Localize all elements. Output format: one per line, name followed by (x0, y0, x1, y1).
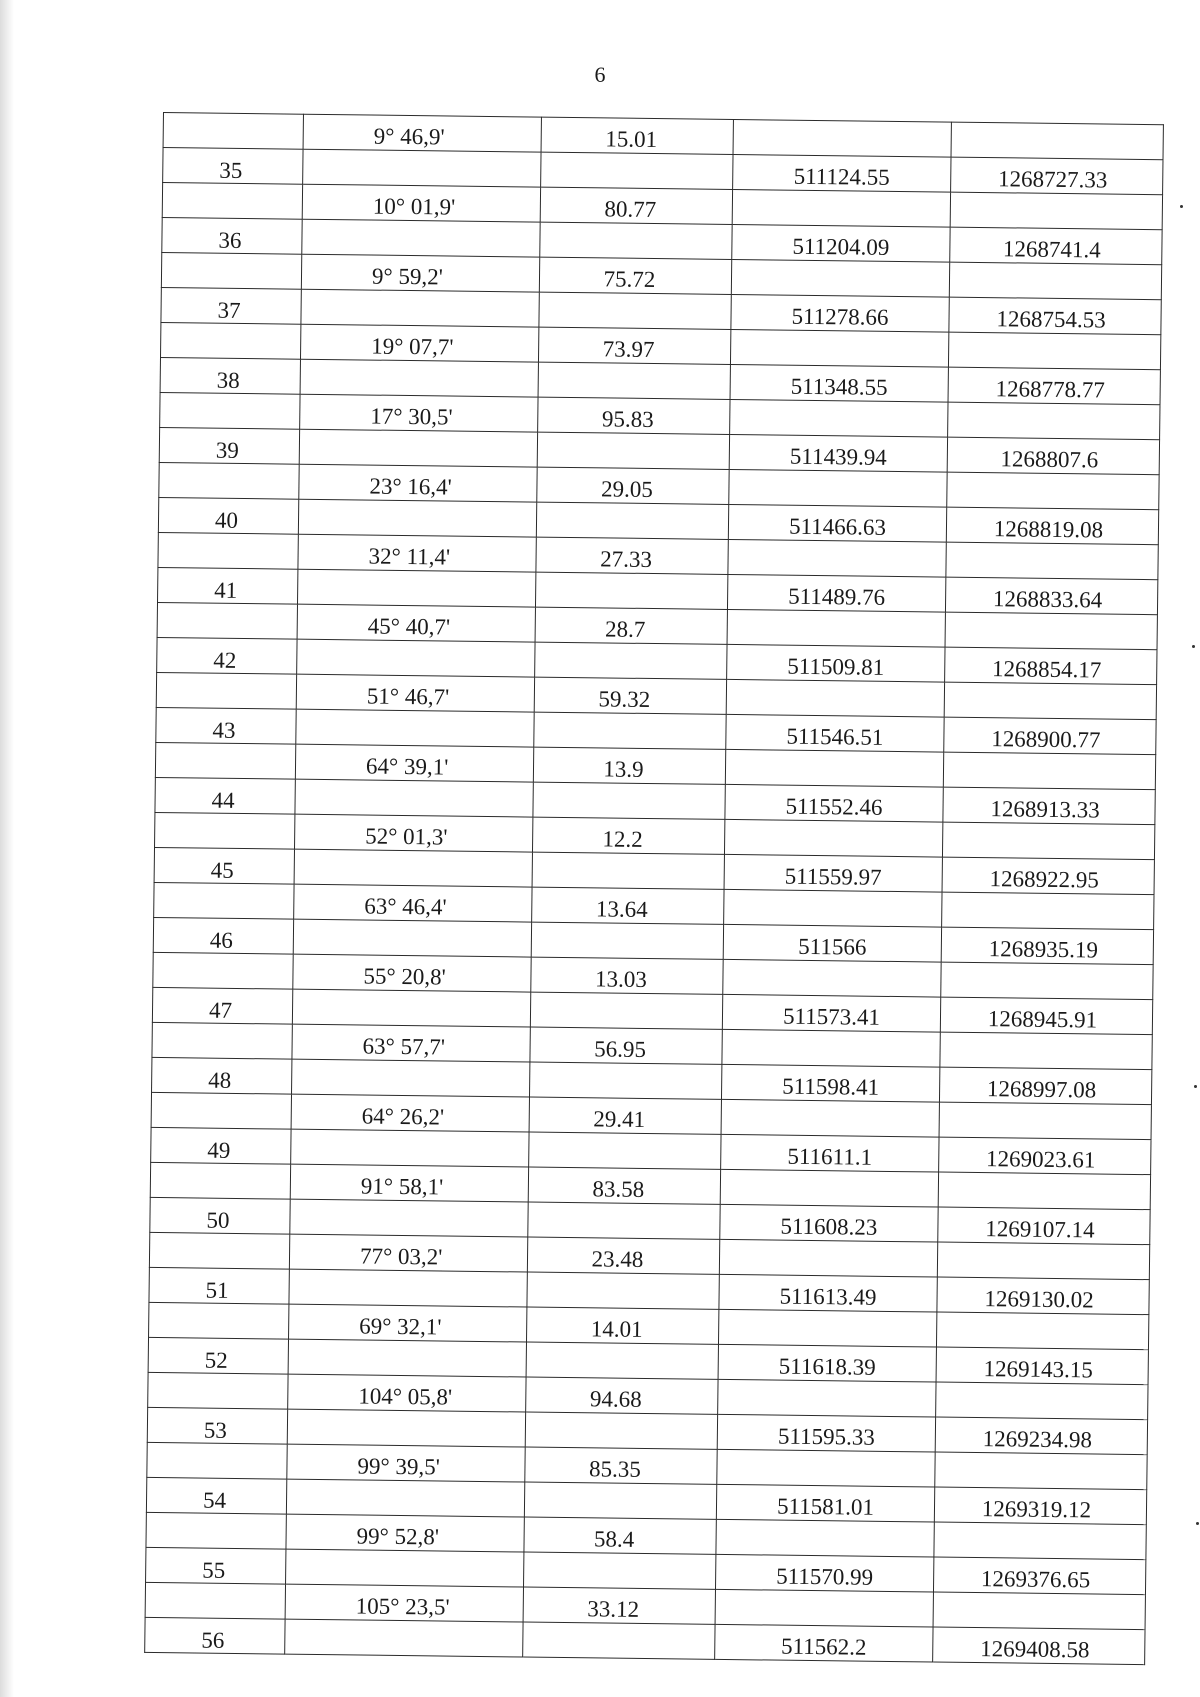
coordinate-x-cell (731, 259, 949, 297)
direction-angle-cell (297, 569, 535, 607)
coordinate-y-cell (935, 1452, 1147, 1490)
coordinate-x-cell (726, 679, 944, 717)
point-number-cell (149, 1232, 289, 1269)
coordinate-x-cell: 511613.49 (719, 1274, 937, 1312)
direction-angle-cell (297, 639, 535, 677)
coordinates-table-body (145, 113, 1164, 1665)
distance-cell (526, 1342, 718, 1379)
direction-angle-cell: 104° 05,8' (288, 1374, 526, 1412)
distance-cell (541, 152, 733, 189)
coordinate-x-cell: 511559.97 (724, 854, 942, 892)
coordinate-y-cell: 1268997.08 (939, 1067, 1151, 1105)
coordinate-y-cell (943, 752, 1155, 790)
distance-cell (527, 1272, 719, 1309)
point-number-cell: 37 (161, 287, 301, 324)
direction-angle-cell: 51° 46,7' (296, 674, 534, 712)
coordinate-x-cell (728, 539, 946, 577)
direction-angle-cell (289, 1269, 527, 1307)
distance-cell (539, 292, 731, 329)
point-number-cell (157, 602, 297, 639)
point-number-cell (150, 1162, 290, 1199)
direction-angle-cell: 10° 01,9' (302, 184, 540, 222)
distance-cell: 13.03 (531, 957, 723, 994)
direction-angle-cell: 64° 26,2' (291, 1094, 529, 1132)
coordinate-y-cell (947, 472, 1159, 510)
point-number-cell: 45 (154, 847, 294, 884)
distance-cell (540, 222, 732, 259)
point-number-cell: 41 (158, 567, 298, 604)
direction-angle-cell (292, 1059, 530, 1097)
coordinate-x-cell (725, 749, 943, 787)
direction-angle-cell: 9° 46,9' (303, 114, 541, 152)
direction-angle-cell: 77° 03,2' (289, 1234, 527, 1272)
coordinate-y-cell: 1269319.12 (934, 1487, 1146, 1525)
direction-angle-cell: 63° 57,7' (292, 1024, 530, 1062)
direction-angle-cell (298, 499, 536, 537)
direction-angle-cell (299, 429, 537, 467)
coordinate-y-cell (942, 892, 1154, 930)
point-number-cell (146, 1512, 286, 1549)
point-number-cell (149, 1302, 289, 1339)
distance-cell: 59.32 (534, 677, 726, 714)
distance-cell (529, 1132, 721, 1169)
distance-cell (528, 1202, 720, 1239)
direction-angle-cell: 105° 23,5' (285, 1584, 523, 1622)
distance-cell: 75.72 (539, 257, 731, 294)
scan-speck (1196, 1522, 1199, 1525)
distance-cell: 83.58 (528, 1167, 720, 1204)
point-number-cell: 36 (162, 217, 302, 254)
point-number-cell (160, 392, 300, 429)
distance-cell: 14.01 (526, 1307, 718, 1344)
direction-angle-cell: 69° 32,1' (289, 1304, 527, 1342)
direction-angle-cell (295, 779, 533, 817)
point-number-cell (158, 532, 298, 569)
coordinate-y-cell: 1268913.33 (943, 787, 1155, 825)
coordinate-x-cell: 511581.01 (716, 1484, 934, 1522)
coordinate-x-cell (732, 189, 950, 227)
coordinate-y-cell: 1268854.17 (945, 647, 1157, 685)
direction-angle-cell (291, 1129, 529, 1167)
direction-angle-cell: 9° 59,2' (301, 254, 539, 292)
distance-cell (534, 712, 726, 749)
coordinate-x-cell: 511124.55 (733, 154, 951, 192)
point-number-cell: 42 (157, 637, 297, 674)
coordinate-y-cell: 1269023.61 (939, 1137, 1151, 1175)
coordinate-y-cell (936, 1312, 1148, 1350)
point-number-cell: 47 (152, 987, 292, 1024)
coordinate-x-cell (723, 959, 941, 997)
direction-angle-cell: 99° 52,8' (286, 1514, 524, 1552)
direction-angle-cell (287, 1409, 525, 1447)
distance-cell (533, 782, 725, 819)
coordinate-y-cell (951, 122, 1163, 160)
distance-cell: 23.48 (527, 1237, 719, 1274)
direction-angle-cell: 99° 39,5' (287, 1444, 525, 1482)
distance-cell: 80.77 (540, 187, 732, 224)
distance-cell: 15.01 (541, 117, 733, 154)
coordinate-y-cell (939, 1102, 1151, 1140)
point-number-cell: 56 (145, 1617, 285, 1654)
point-number-cell (161, 252, 301, 289)
coordinate-y-cell (938, 1172, 1150, 1210)
coordinate-y-cell: 1268900.77 (944, 717, 1156, 755)
coordinate-y-cell: 1268778.77 (948, 367, 1160, 405)
coordinate-x-cell (718, 1379, 936, 1417)
coordinate-x-cell: 511611.1 (721, 1134, 939, 1172)
direction-angle-cell (288, 1339, 526, 1377)
point-number-cell (147, 1442, 287, 1479)
point-number-cell (148, 1372, 288, 1409)
coordinate-x-cell: 511509.81 (727, 644, 945, 682)
coordinate-y-cell (949, 262, 1161, 300)
distance-cell (525, 1412, 717, 1449)
coordinate-y-cell: 1269376.65 (933, 1557, 1145, 1595)
coordinate-y-cell (941, 962, 1153, 1000)
distance-cell: 33.12 (523, 1587, 715, 1624)
coordinate-y-cell (937, 1242, 1149, 1280)
coordinate-y-cell: 1268807.6 (947, 437, 1159, 475)
distance-cell (524, 1482, 716, 1519)
coordinate-y-cell: 1268833.64 (945, 577, 1157, 615)
coordinate-x-cell (724, 819, 942, 857)
distance-cell: 27.33 (536, 537, 728, 574)
distance-cell (529, 1062, 721, 1099)
coordinate-x-cell (719, 1239, 937, 1277)
point-number-cell: 40 (158, 497, 298, 534)
distance-cell: 94.68 (526, 1377, 718, 1414)
point-number-cell: 44 (155, 777, 295, 814)
point-number-cell: 51 (149, 1267, 289, 1304)
direction-angle-cell: 32° 11,4' (298, 534, 536, 572)
coordinate-x-cell: 511204.09 (732, 224, 950, 262)
coordinate-x-cell (718, 1309, 936, 1347)
coordinate-y-cell (945, 612, 1157, 650)
coordinate-x-cell: 511570.99 (715, 1554, 933, 1592)
point-number-cell: 52 (148, 1337, 288, 1374)
distance-cell: 95.83 (538, 397, 730, 434)
coordinate-x-cell: 511618.39 (718, 1344, 936, 1382)
coordinate-y-cell: 1269130.02 (937, 1277, 1149, 1315)
coordinate-y-cell (942, 822, 1154, 860)
coordinate-x-cell: 511348.55 (730, 364, 948, 402)
point-number-cell: 35 (163, 148, 303, 185)
point-number-cell (162, 183, 302, 220)
direction-angle-cell (296, 709, 534, 747)
point-number-cell (155, 742, 295, 779)
coordinate-x-cell (716, 1519, 934, 1557)
distance-cell: 56.95 (530, 1027, 722, 1064)
point-number-cell: 38 (160, 357, 300, 394)
direction-angle-cell: 52° 01,3' (295, 814, 533, 852)
distance-cell: 28.7 (535, 607, 727, 644)
point-number-cell: 39 (159, 427, 299, 464)
distance-cell (535, 572, 727, 609)
coordinate-y-cell (940, 1032, 1152, 1070)
page-number: 6 (594, 62, 606, 87)
distance-cell: 73.97 (538, 327, 730, 364)
direction-angle-cell (293, 919, 531, 957)
coordinate-x-cell: 511278.66 (731, 294, 949, 332)
distance-cell (536, 502, 728, 539)
scan-speck (1194, 1085, 1197, 1088)
distance-cell: 13.9 (533, 747, 725, 784)
coordinate-x-cell: 511439.94 (729, 434, 947, 472)
direction-angle-cell: 63° 46,4' (294, 884, 532, 922)
coordinate-y-cell (948, 332, 1160, 370)
coordinate-x-cell: 511598.41 (721, 1064, 939, 1102)
coordinate-y-cell: 1269234.98 (935, 1417, 1147, 1455)
point-number-cell: 48 (152, 1057, 292, 1094)
coordinates-table (144, 112, 1164, 1665)
coordinate-x-cell (729, 469, 947, 507)
scan-speck (1180, 205, 1183, 208)
point-number-cell: 54 (146, 1477, 286, 1514)
scan-edge-shadow (0, 0, 14, 1697)
coordinate-y-cell (933, 1592, 1145, 1630)
coordinate-x-cell: 511608.23 (720, 1204, 938, 1242)
coordinate-x-cell (722, 1029, 940, 1067)
direction-angle-cell (290, 1199, 528, 1237)
point-number-cell: 46 (153, 917, 293, 954)
point-number-cell (155, 812, 295, 849)
coordinate-y-cell: 1268754.53 (949, 297, 1161, 335)
point-number-cell: 55 (146, 1547, 286, 1584)
coordinate-x-cell (724, 889, 942, 927)
direction-angle-cell: 23° 16,4' (299, 464, 537, 502)
coordinate-y-cell: 1269408.58 (933, 1627, 1145, 1665)
distance-cell (523, 1622, 715, 1659)
coordinate-x-cell: 511562.2 (715, 1624, 933, 1662)
point-number-cell (145, 1582, 285, 1619)
point-number-cell: 50 (150, 1197, 290, 1234)
direction-angle-cell (300, 359, 538, 397)
direction-angle-cell (292, 989, 530, 1027)
direction-angle-cell: 91° 58,1' (290, 1164, 528, 1202)
coordinate-x-cell: 511595.33 (717, 1414, 935, 1452)
point-number-cell: 49 (151, 1127, 291, 1164)
direction-angle-cell: 17° 30,5' (300, 394, 538, 432)
coordinate-x-cell (721, 1099, 939, 1137)
coordinate-y-cell (934, 1522, 1146, 1560)
distance-cell (532, 852, 724, 889)
coordinate-y-cell: 1269107.14 (938, 1207, 1150, 1245)
distance-cell (538, 362, 730, 399)
point-number-cell: 53 (147, 1407, 287, 1444)
point-number-cell (152, 1022, 292, 1059)
direction-angle-cell (301, 289, 539, 327)
distance-cell: 58.4 (524, 1517, 716, 1554)
direction-angle-cell: 64° 39,1' (295, 744, 533, 782)
coordinate-y-cell: 1268935.19 (941, 927, 1153, 965)
direction-angle-cell: 45° 40,7' (297, 604, 535, 642)
coordinate-x-cell: 511546.51 (726, 714, 944, 752)
coordinate-y-cell (948, 402, 1160, 440)
distance-cell (535, 642, 727, 679)
direction-angle-cell (302, 219, 540, 257)
coordinate-y-cell: 1268727.33 (951, 157, 1163, 195)
point-number-cell (154, 882, 294, 919)
coordinate-y-cell: 1268741.4 (950, 227, 1162, 265)
coordinate-x-cell (717, 1449, 935, 1487)
coordinate-x-cell: 511566 (723, 924, 941, 962)
coordinate-x-cell (730, 399, 948, 437)
distance-cell: 29.05 (537, 467, 729, 504)
distance-cell (524, 1552, 716, 1589)
point-number-cell (156, 672, 296, 709)
coordinate-y-cell (944, 682, 1156, 720)
coordinate-x-cell: 511489.76 (727, 574, 945, 612)
distance-cell (531, 922, 723, 959)
distance-cell (530, 992, 722, 1029)
point-number-cell (161, 322, 301, 359)
distance-cell: 85.35 (525, 1447, 717, 1484)
coordinate-x-cell (733, 119, 951, 157)
coordinate-y-cell: 1268819.08 (946, 507, 1158, 545)
direction-angle-cell: 19° 07,7' (300, 324, 538, 362)
coordinate-x-cell (715, 1589, 933, 1627)
coordinate-x-cell (730, 329, 948, 367)
direction-angle-cell (294, 849, 532, 887)
distance-cell: 13.64 (532, 887, 724, 924)
distance-cell (537, 432, 729, 469)
distance-cell: 29.41 (529, 1097, 721, 1134)
coordinate-x-cell: 511552.46 (725, 784, 943, 822)
scan-speck (1192, 645, 1195, 648)
point-number-cell: 43 (156, 707, 296, 744)
coordinate-x-cell (720, 1169, 938, 1207)
coordinate-y-cell (936, 1382, 1148, 1420)
coordinate-x-cell: 511466.63 (728, 504, 946, 542)
coordinate-y-cell: 1268945.91 (940, 997, 1152, 1035)
coordinate-y-cell (950, 192, 1162, 230)
coordinate-y-cell (946, 542, 1158, 580)
direction-angle-cell (303, 149, 541, 187)
point-number-cell (163, 113, 303, 150)
point-number-cell (153, 952, 293, 989)
direction-angle-cell (285, 1619, 523, 1657)
direction-angle-cell: 55° 20,8' (293, 954, 531, 992)
direction-angle-cell (286, 1549, 524, 1587)
point-number-cell (159, 462, 299, 499)
point-number-cell (151, 1092, 291, 1129)
coordinate-x-cell (727, 609, 945, 647)
coordinate-y-cell: 1269143.15 (936, 1347, 1148, 1385)
coordinate-x-cell: 511573.41 (722, 994, 940, 1032)
coordinate-y-cell: 1268922.95 (942, 857, 1154, 895)
direction-angle-cell (286, 1479, 524, 1517)
distance-cell: 12.2 (532, 817, 724, 854)
